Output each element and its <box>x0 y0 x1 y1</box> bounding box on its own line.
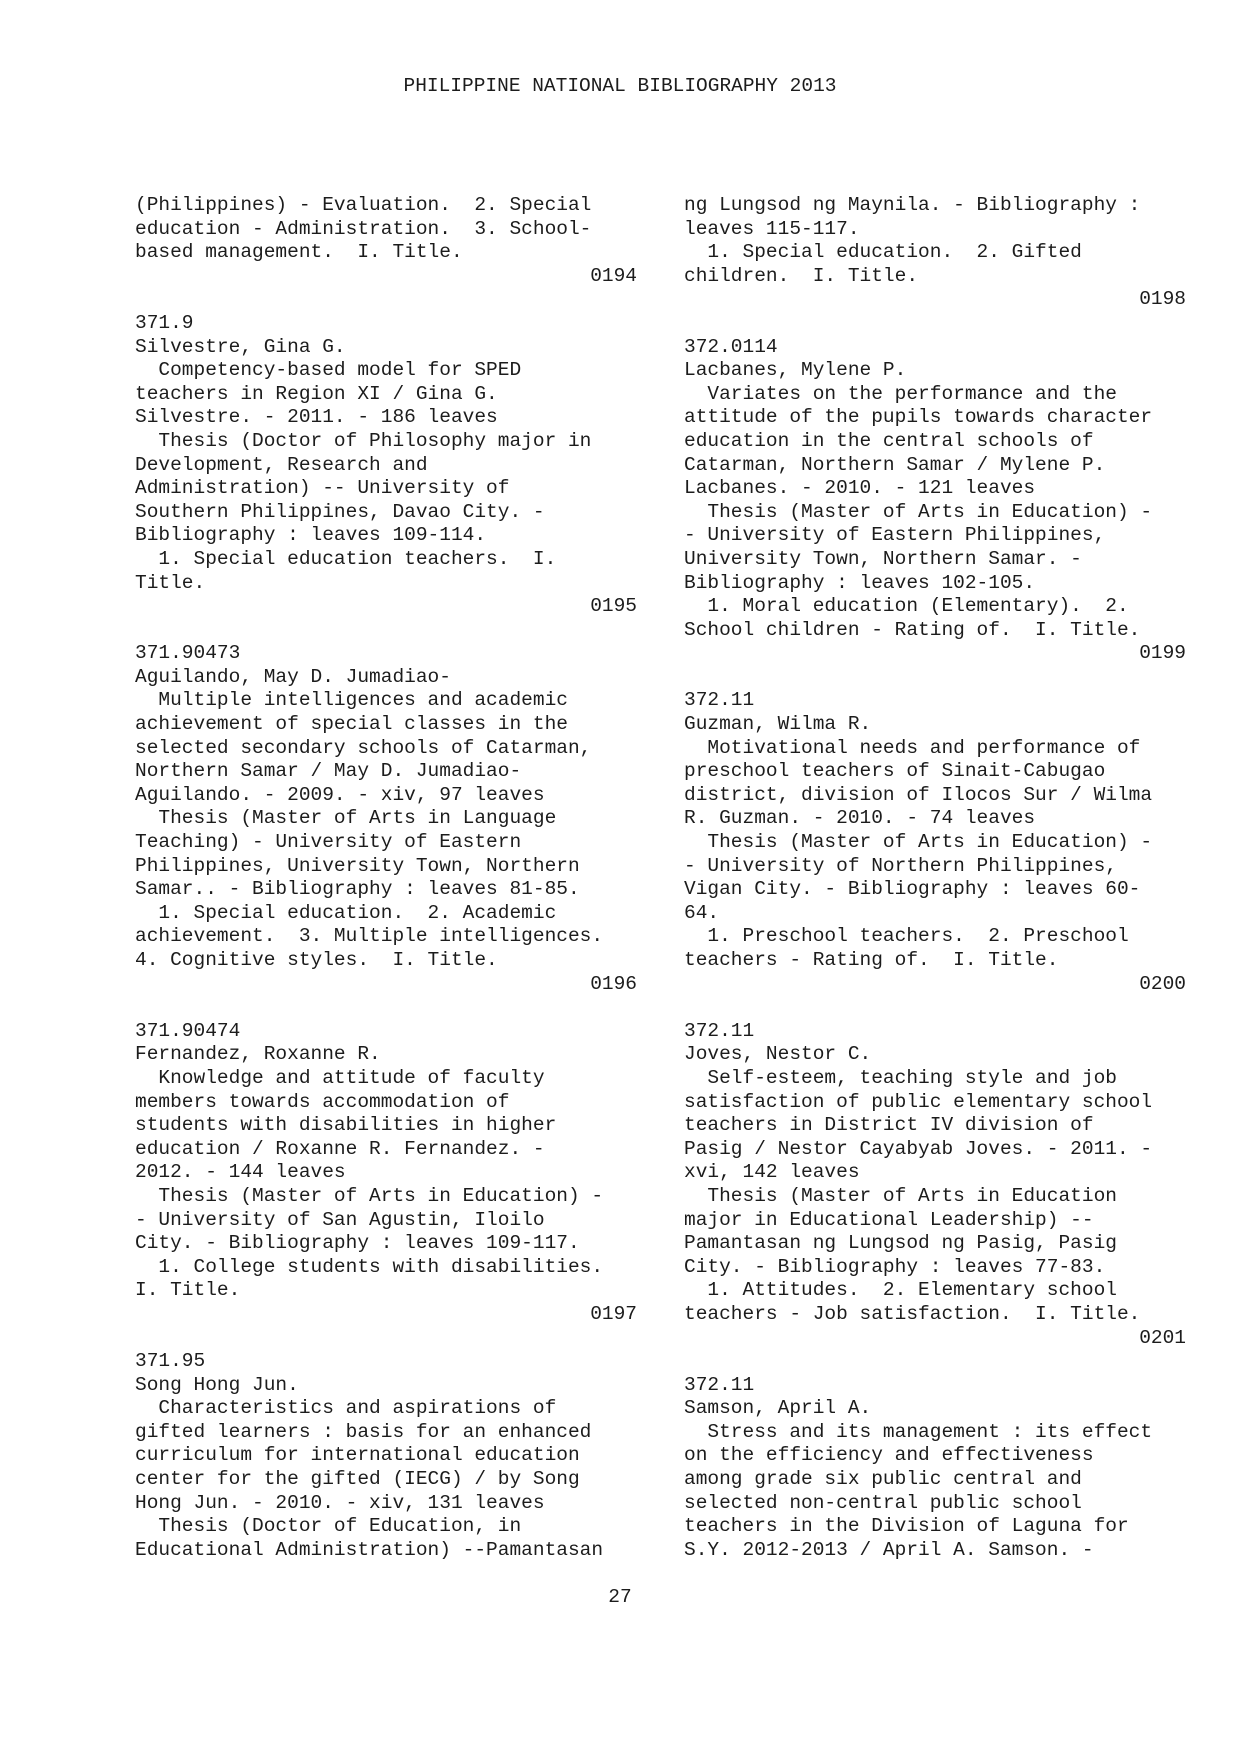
text-line: 1. Attitudes. 2. Elementary school <box>684 1279 1117 1302</box>
text-line <box>684 1350 1186 1374</box>
text-line: Thesis (Master of Arts in Education) - <box>135 1184 604 1207</box>
text-line: Lacbanes, Mylene P. <box>684 359 907 382</box>
text-line: Educational Administration) --Pamantasan <box>135 1538 604 1561</box>
entry-number: 0196 <box>590 972 637 995</box>
entry-number: 0195 <box>590 595 637 618</box>
text-line: teachers - Job satisfaction. I. Title. <box>684 1302 1141 1325</box>
left-column <box>135 194 637 1562</box>
text-line: - University of San Agustin, Iloilo <box>135 1208 545 1231</box>
text-line: Aguilando. - 2009. - xiv, 97 leaves <box>135 783 545 806</box>
text-line: I. Title. <box>135 1279 241 1302</box>
text-line: students with disabilities in higher <box>135 1114 557 1137</box>
text-line: Thesis (Doctor of Education, in <box>135 1515 522 1538</box>
text-line: major in Educational Leadership) -- <box>684 1208 1094 1231</box>
text-line: selected secondary schools of Catarman, <box>135 736 592 759</box>
text-line: Motivational needs and performance of <box>684 736 1141 759</box>
text-line <box>135 996 637 1020</box>
text-line: 1. Special education teachers. I. <box>135 547 557 570</box>
entry-number: 0198 <box>1139 288 1186 311</box>
text-line: teachers in Region XI / Gina G. <box>135 382 498 405</box>
text-line: teachers in District IV division of <box>684 1114 1094 1137</box>
text-line <box>684 666 1186 690</box>
text-line: - University of Eastern Philippines, <box>684 524 1106 547</box>
text-line: Vigan City. - Bibliography : leaves 60- <box>684 878 1141 901</box>
text-line: leaves 115-117. <box>684 217 860 240</box>
text-line: 372.11 <box>684 1373 755 1396</box>
text-line: Teaching) - University of Eastern <box>135 831 522 854</box>
text-line: Knowledge and attitude of faculty <box>135 1066 545 1089</box>
page-header: PHILIPPINE NATIONAL BIBLIOGRAPHY 2013 <box>403 75 837 97</box>
text-line: University Town, Northern Samar. - <box>684 547 1082 570</box>
entry-number: 0201 <box>1139 1326 1186 1349</box>
text-line: Song Hong Jun. <box>135 1373 299 1396</box>
text-line: Catarman, Northern Samar / Mylene P. <box>684 453 1106 476</box>
text-line: Thesis (Master of Arts in Language <box>135 807 557 830</box>
text-line <box>135 1327 637 1351</box>
text-line: education in the central schools of <box>684 429 1094 452</box>
text-line: education / Roxanne R. Fernandez. - <box>135 1137 545 1160</box>
text-line: based management. I. Title. <box>135 241 463 264</box>
text-line: Characteristics and aspirations of <box>135 1397 557 1420</box>
text-line: Guzman, Wilma R. <box>684 713 872 736</box>
page-number: 27 <box>608 1586 632 1608</box>
text-line: 372.0114 <box>684 335 778 358</box>
text-line: on the efficiency and effectiveness <box>684 1444 1094 1467</box>
text-line: Southern Philippines, Davao City. - <box>135 500 545 523</box>
text-line: preschool teachers of Sinait-Cabugao <box>684 760 1106 783</box>
text-line: Fernandez, Roxanne R. <box>135 1043 381 1066</box>
text-line: Bibliography : leaves 102-105. <box>684 571 1036 594</box>
entry-number: 0197 <box>590 1302 637 1325</box>
text-line: R. Guzman. - 2010. - 74 leaves <box>684 807 1036 830</box>
text-line: curriculum for international education <box>135 1444 580 1467</box>
text-line: Thesis (Doctor of Philosophy major in <box>135 429 592 452</box>
right-column <box>684 194 1186 1562</box>
text-line: 371.90473 <box>135 642 241 665</box>
text-line: Pamantasan ng Lungsod ng Pasig, Pasig <box>684 1232 1117 1255</box>
text-line <box>135 288 637 312</box>
text-line: Variates on the performance and the <box>684 382 1117 405</box>
text-line: Samson, April A. <box>684 1397 872 1420</box>
text-line: Thesis (Master of Arts in Education <box>684 1184 1117 1207</box>
text-line: children. I. Title. <box>684 264 919 287</box>
text-line: education - Administration. 3. School- <box>135 217 592 240</box>
text-line: ng Lungsod ng Maynila. - Bibliography : <box>684 194 1141 216</box>
entry-number: 0199 <box>1139 642 1186 665</box>
text-line: Pasig / Nestor Cayabyab Joves. - 2011. - <box>684 1137 1153 1160</box>
text-line: Self-esteem, teaching style and job <box>684 1066 1117 1089</box>
text-line: Bibliography : leaves 109-114. <box>135 524 487 547</box>
text-line: 64. <box>684 901 720 924</box>
text-line: 1. Preschool teachers. 2. Preschool <box>684 925 1129 948</box>
text-line: Thesis (Master of Arts in Education) - <box>684 500 1153 523</box>
text-line: teachers - Rating of. I. Title. <box>684 949 1059 971</box>
text-line: Hong Jun. - 2010. - xiv, 131 leaves <box>135 1491 545 1514</box>
entry-number: 0194 <box>590 264 637 287</box>
text-line: Joves, Nestor C. <box>684 1043 872 1066</box>
text-line <box>684 312 1186 336</box>
text-line: 1. College students with disabilities. <box>135 1255 604 1278</box>
text-line: City. - Bibliography : leaves 77-83. <box>684 1255 1106 1278</box>
text-line: Development, Research and <box>135 453 428 476</box>
text-line <box>135 619 637 643</box>
text-line: 372.11 <box>684 689 755 712</box>
text-line: - University of Northern Philippines, <box>684 854 1117 877</box>
text-line: Philippines, University Town, Northern <box>135 854 580 877</box>
text-line: district, division of Ilocos Sur / Wilma <box>684 783 1153 806</box>
text-line: Aguilando, May D. Jumadiao- <box>135 665 451 688</box>
text-line: Stress and its management : its effect <box>684 1420 1153 1443</box>
text-line: satisfaction of public elementary school <box>684 1090 1153 1113</box>
text-line: 371.95 <box>135 1350 206 1373</box>
text-line: City. - Bibliography : leaves 109-117. <box>135 1232 580 1255</box>
text-line: teachers in the Division of Laguna for <box>684 1515 1129 1538</box>
text-line: (Philippines) - Evaluation. 2. Special <box>135 194 592 216</box>
text-line: Multiple intelligences and academic <box>135 689 568 712</box>
text-line: achievement of special classes in the <box>135 713 568 736</box>
text-line: Silvestre. - 2011. - 186 leaves <box>135 406 498 429</box>
text-line: Title. <box>135 571 206 594</box>
text-line: Administration) -- University of <box>135 477 510 500</box>
text-line: Competency-based model for SPED <box>135 359 522 382</box>
text-line: 1. Special education. 2. Gifted <box>684 241 1082 264</box>
text-line: 1. Special education. 2. Academic <box>135 901 557 924</box>
entry-number: 0200 <box>1139 972 1186 995</box>
text-line: attitude of the pupils towards character <box>684 406 1153 429</box>
text-line: 1. Moral education (Elementary). 2. <box>684 595 1129 618</box>
text-line: Northern Samar / May D. Jumadiao- <box>135 760 522 783</box>
text-line: 4. Cognitive styles. I. Title. <box>135 949 498 971</box>
text-line: center for the gifted (IECG) / by Song <box>135 1468 580 1491</box>
text-line: selected non-central public school <box>684 1491 1082 1514</box>
text-line: Silvestre, Gina G. <box>135 335 346 358</box>
text-line: among grade six public central and <box>684 1468 1082 1491</box>
text-line: 372.11 <box>684 1019 755 1042</box>
text-line: Lacbanes. - 2010. - 121 leaves <box>684 477 1036 500</box>
text-line: 371.90474 <box>135 1019 241 1042</box>
text-line: 2012. - 144 leaves <box>135 1161 346 1184</box>
text-line: S.Y. 2012-2013 / April A. Samson. - <box>684 1538 1094 1561</box>
text-line: members towards accommodation of <box>135 1090 510 1113</box>
text-line: achievement. 3. Multiple intelligences. <box>135 925 604 948</box>
text-line <box>684 996 1186 1020</box>
text-line: xvi, 142 leaves <box>684 1161 860 1184</box>
text-line: School children - Rating of. I. Title. <box>684 618 1141 641</box>
text-line: 371.9 <box>135 311 194 334</box>
text-line: Thesis (Master of Arts in Education) - <box>684 831 1153 854</box>
text-line: gifted learners : basis for an enhanced <box>135 1420 592 1443</box>
text-line: Samar.. - Bibliography : leaves 81-85. <box>135 878 580 901</box>
